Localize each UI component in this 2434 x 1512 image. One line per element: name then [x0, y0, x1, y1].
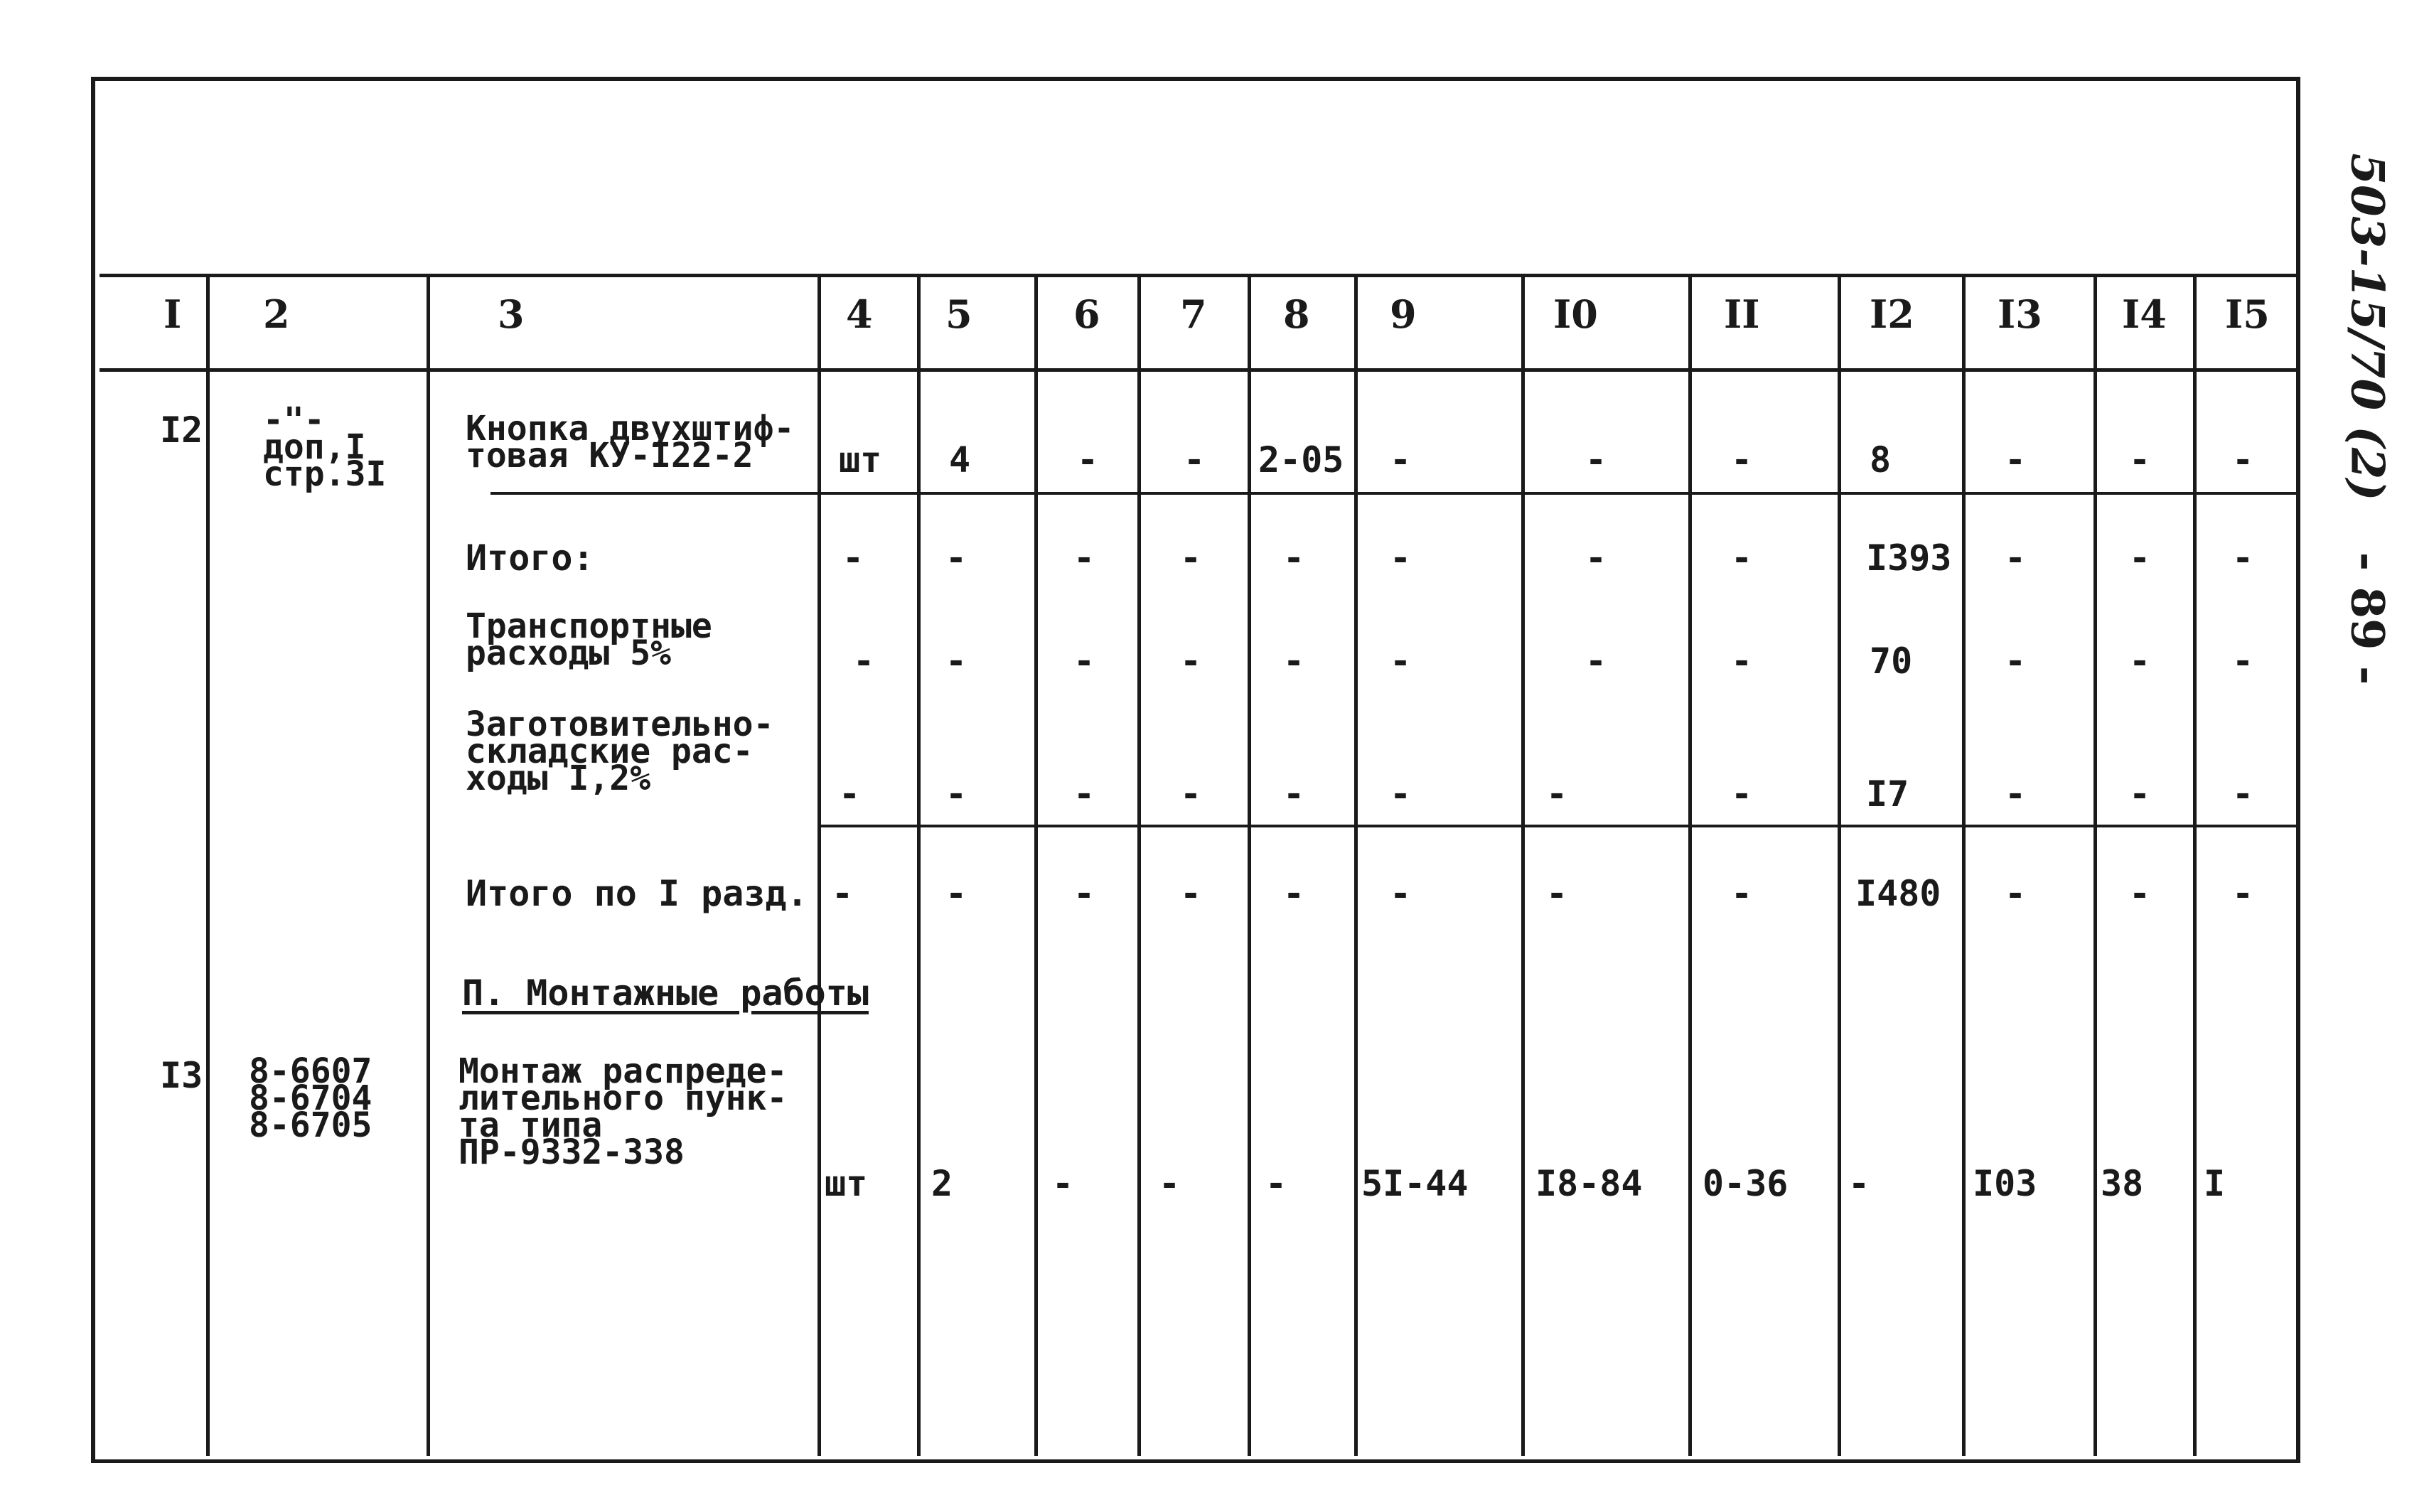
warehouse-col10: -	[1546, 773, 1568, 815]
row12-number: I2	[160, 409, 203, 451]
header-col-6: 6	[1073, 291, 1100, 337]
row13-col15: I	[2204, 1163, 2226, 1204]
section-total-col14: -	[2129, 873, 2151, 914]
header-col-1: I	[163, 291, 182, 337]
col-rule-13	[2093, 276, 2097, 1456]
col-rule-14	[2193, 276, 2197, 1456]
transport-col5: -	[945, 640, 967, 682]
col-rule-4	[917, 276, 921, 1456]
header-col-7: 7	[1180, 291, 1207, 337]
warehouse-col9: -	[1390, 773, 1412, 815]
transport-col10: -	[1585, 640, 1607, 682]
section-total-col7: -	[1180, 873, 1202, 914]
col-rule-8	[1354, 276, 1358, 1456]
total-col14: -	[2129, 537, 2151, 579]
transport-col4: -	[853, 640, 875, 682]
row12-col11: -	[1731, 439, 1753, 481]
transport-col13: -	[2005, 640, 2027, 682]
transport-col15: -	[2232, 640, 2254, 682]
warehouse-label: Заготовительно- складские рас- ходы I,2%	[466, 704, 774, 798]
row13-unit: шт	[825, 1163, 868, 1204]
col-rule-2	[427, 276, 430, 1456]
section-total-col9: -	[1390, 873, 1412, 914]
section-total-col12: I480	[1855, 873, 1941, 914]
warehouse-col6: -	[1073, 773, 1095, 815]
section-total-label: Итого по I разд.	[466, 873, 808, 914]
total-col8: -	[1283, 537, 1305, 579]
total-col12: I393	[1866, 537, 1952, 579]
row13-col10: I8-84	[1535, 1163, 1643, 1204]
total-col13: -	[2005, 537, 2027, 579]
document-code-text: 503-15/70 (2)	[2340, 153, 2394, 501]
row13-col6: -	[1052, 1163, 1074, 1204]
table-frame	[91, 77, 2300, 1463]
row13-col11: 0-36	[1703, 1163, 1789, 1204]
transport-col14: -	[2129, 640, 2151, 682]
col-rule-10	[1688, 276, 1692, 1456]
row12-reference: -"- доп,I стр.3I	[263, 400, 387, 494]
section-heading: П. Монтажные работы	[462, 972, 869, 1014]
page-number-text: - 89 -	[2340, 552, 2394, 685]
warehouse-col11: -	[1731, 773, 1753, 815]
section-total-col8: -	[1283, 873, 1305, 914]
subtotal-rule	[817, 825, 2296, 827]
warehouse-col5: -	[945, 773, 967, 815]
total-label: Итого:	[466, 537, 594, 579]
col-rule-9	[1521, 276, 1525, 1456]
row12-col14: -	[2129, 439, 2151, 481]
row13-description: Монтаж распреде- лительного пунк- та типа ПР-9332-338	[459, 1051, 788, 1172]
header-col-3: 3	[498, 291, 525, 337]
row13-col8: -	[1265, 1163, 1287, 1204]
transport-col7: -	[1180, 640, 1202, 682]
header-col-4: 4	[846, 291, 873, 337]
row12-unit: шт	[839, 439, 882, 481]
row13-col14: 38	[2101, 1163, 2144, 1204]
page-number-annotation	[2310, 540, 2424, 697]
document-code-annotation	[2310, 128, 2424, 526]
col-rule-6	[1137, 276, 1141, 1456]
warehouse-col13: -	[2005, 773, 2027, 815]
section-total-col4: -	[832, 873, 854, 914]
section-total-col15: -	[2232, 873, 2254, 914]
header-col-10: I0	[1553, 291, 1598, 337]
total-col15: -	[2232, 537, 2254, 579]
col-rule-3	[817, 276, 821, 1456]
header-col-2: 2	[263, 291, 290, 337]
row12-col5: 4	[949, 439, 971, 481]
row13-col5: 2	[931, 1163, 953, 1204]
warehouse-col15: -	[2232, 773, 2254, 815]
total-col11: -	[1731, 537, 1753, 579]
row13-col12: -	[1848, 1163, 1870, 1204]
row12-description: Кнопка двухштиф- товая КУ-I22-2	[466, 409, 795, 476]
transport-col11: -	[1731, 640, 1753, 682]
total-col4: -	[842, 537, 864, 579]
header-col-12: I2	[1870, 291, 1914, 337]
header-col-9: 9	[1390, 291, 1417, 337]
row12-col9: -	[1390, 439, 1412, 481]
total-col10: -	[1585, 537, 1607, 579]
header-col-8: 8	[1283, 291, 1310, 337]
row12-col10: -	[1585, 439, 1607, 481]
total-col5: -	[945, 537, 967, 579]
row12-col15: -	[2232, 439, 2254, 481]
section-total-col11: -	[1731, 873, 1753, 914]
total-col9: -	[1390, 537, 1412, 579]
total-col7: -	[1180, 537, 1202, 579]
col-rule-1	[206, 276, 210, 1456]
warehouse-col7: -	[1180, 773, 1202, 815]
col-rule-5	[1034, 276, 1038, 1456]
warehouse-col4: -	[839, 773, 861, 815]
transport-col9: -	[1390, 640, 1412, 682]
row12-col8: 2-05	[1258, 439, 1344, 481]
header-col-14: I4	[2122, 291, 2167, 337]
total-col6: -	[1073, 537, 1095, 579]
row13-reference: 8-6607 8-6704 8-6705	[249, 1051, 372, 1145]
transport-col8: -	[1283, 640, 1305, 682]
section-total-col6: -	[1073, 873, 1095, 914]
header-col-5: 5	[945, 291, 972, 337]
col-rule-11	[1838, 276, 1841, 1456]
section-total-col13: -	[2005, 873, 2027, 914]
col-rule-12	[1962, 276, 1966, 1456]
section-total-col5: -	[945, 873, 967, 914]
row13-number: I3	[160, 1055, 203, 1096]
header-col-11: II	[1724, 291, 1760, 337]
transport-col12: 70	[1870, 640, 1913, 682]
warehouse-col12: I7	[1866, 773, 1909, 815]
row13-col9: 5I-44	[1361, 1163, 1469, 1204]
transport-col6: -	[1073, 640, 1095, 682]
row12-col12: 8	[1870, 439, 1892, 481]
row12-col6: -	[1077, 439, 1099, 481]
warehouse-col14: -	[2129, 773, 2151, 815]
row13-col7: -	[1159, 1163, 1181, 1204]
row12-col7: -	[1184, 439, 1206, 481]
row-underline-rule	[490, 492, 2296, 495]
header-col-15: I5	[2225, 291, 2270, 337]
transport-label: Транспортные расходы 5%	[466, 606, 712, 673]
warehouse-col8: -	[1283, 773, 1305, 815]
col-rule-7	[1248, 276, 1251, 1456]
row12-col13: -	[2005, 439, 2027, 481]
header-col-13: I3	[1998, 291, 2042, 337]
row13-col13: I03	[1973, 1163, 2037, 1204]
section-total-col10: -	[1546, 873, 1568, 914]
